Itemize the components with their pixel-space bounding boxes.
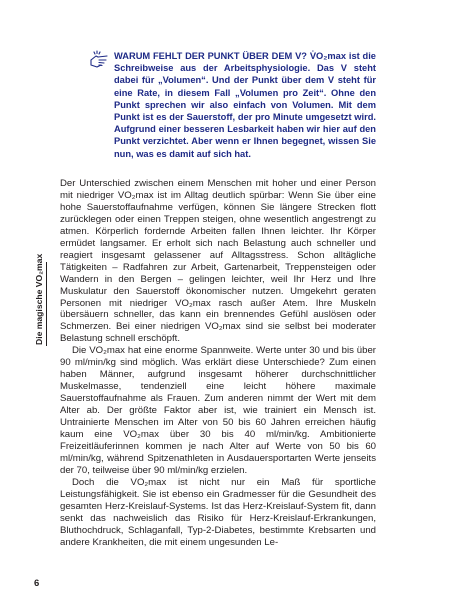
body-text: [60, 178, 376, 549]
running-head-rule: [46, 262, 47, 346]
infobox-title: WARUM FEHLT DER PUNKT ÜBER DEM V? V̇O₂max: [114, 51, 347, 61]
hand-pointing-icon: [88, 50, 110, 70]
page-number: 6: [34, 578, 40, 589]
paragraph: Der Unterschied zwischen einem Menschen mit hoher und einer Person mit niedriger VO₂max ist im Alltag deutlich spürbar: Wenn Sie über eine hohe Sauerstoffaufnahme verfügen, können Sie längere Strecken flott zurücklegen oder einen Treppen steigen, ohne wesentlich angestrengt zu atmen. Körperlich fordernde Arbeiten fallen Ihnen leichter. Ihr Körper ermüdet langsamer. Er erholt sich nach Belastung auch schneller und reagiert insgesamt gelassener auf Alltagsstress. Schon alltägliche Tätigkeiten – Radfahren zur Arbeit, Gartenarbeit, Treppensteigen oder Wandern in den Bergen – gelingen leichter, weil Ihr Herz und Ihre Muskulatur den Sauerstoff ökonomischer nutzen. Umgekehrt geraten Personen mit niedriger VO₂max rasch außer Atem. Ihre Muskeln übersäuern schneller, das kann ein brennendes Gefühl auslösen oder Schmerzen. Bei einer niedrigen VO₂max sind sie selbst bei moderater Belastung schnell erschöpft.: [60, 178, 376, 345]
infobox-text: ist die Schreibweise aus der Arbeitsphysiologie. Das V steht dabei für „Volumen“. Und der Punkt über dem V steht für eine Rate, in diesem Fall „Volumen pro Zeit“. Ohne den Punkt sprechen wir also einfach von Volumen. Mit dem Punkt ist es der Sauerstoff, der pro Minute umgesetzt wird. Aufgrund einer besseren Lesbarkeit haben wir hier auf den Punkt verzichtet. Aber wenn er Ihnen begegnet, wissen Sie nun, was es damit auf sich hat.: [114, 51, 376, 159]
paragraph: Die VO₂max hat eine enorme Spannweite. Werte unter 30 und bis über 90 ml/min/kg sind möglich. Was erklärt diese Unterschiede? Zum einen haben Männer, aufgrund insgesamt höherer durchschnittlicher Muskelmasse, tendenziell eine leicht höhere maximale Sauerstoffaufnahme als Frauen. Zum anderen nimmt der Wert mit dem Alter ab. Der größte Faktor aber ist, wie trainiert ein Mensch ist. Untrainierte Menschen im Alter von 50 bis 60 Jahren erreichen häufig kaum eine VO₂max über 30 bis 40 ml/min/kg. Ambitionierte Freizeitläuferinnen kommen je nach Alter auf Werte von 50 bis 60 ml/min/kg, während Spitzenathleten in Ausdauersportarten Werte jenseits der 70, teilweise über 90 ml/min/kg erzielen.: [60, 345, 376, 476]
running-head: Die magische VO₂max: [34, 253, 44, 345]
paragraph: Doch die VO₂max ist nicht nur ein Maß für sportliche Leistungsfähigkeit. Sie ist ebenso ein Gradmesser für die Gesundheit des gesamten Herz-Kreislauf-Systems. Ist das Herz-Kreislauf-System fit, dann senkt das nachweislich das Risiko für Herz-Kreislauf-Erkrankungen, Bluthochdruck, Schlaganfall, Typ-2-Diabetes, bestimmte Krebsarten und andere Krankheiten, die mit einem ungesunden Le-: [60, 476, 376, 548]
infobox: [114, 50, 376, 160]
